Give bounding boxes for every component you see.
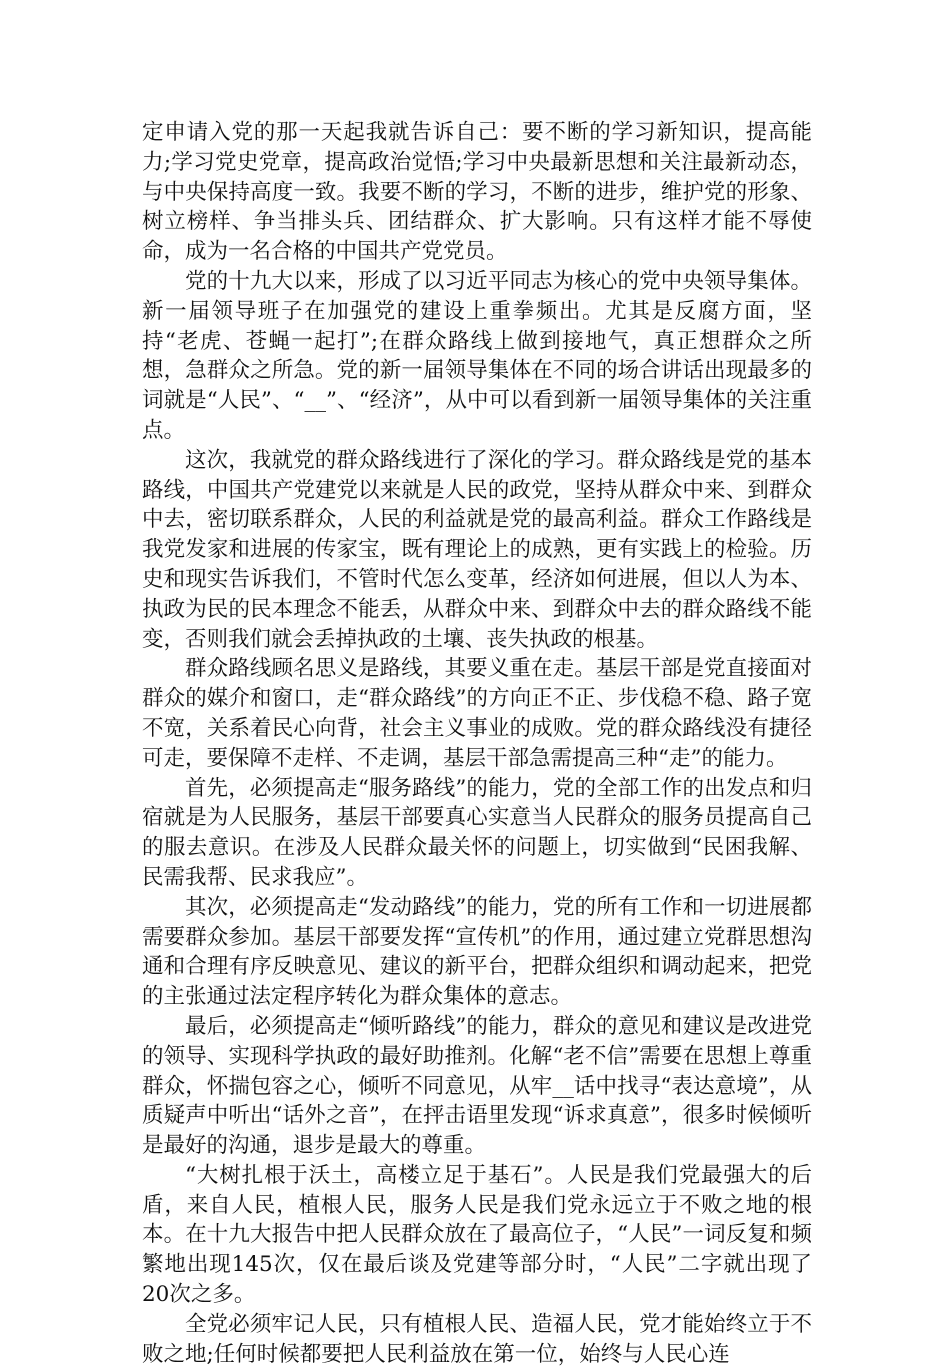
paragraph-3: 这次，我就党的群众路线进行了深化的学习。群众路线是党的基本路线，中国共产党建党以来就是人民的政党，坚持从群众中来、到群众中去，密切联系群众，人民的利益就是党的最高利益。群众工作路线是我党发家和进展的传家宝，既有理论上的成熟，更有实践上的检验。历史和现实告诉我们，不管时代怎么变革，经济如何进展，但以人为本、执政为民的民本理念不能丢，从群众中来、到群众中去的群众路线不能变，否则我们就会丢掉执政的土壤、丧失执政的根基。 xyxy=(142,447,812,652)
paragraph-4: 群众路线顾名思义是路线，其要义重在走。基层干部是党直接面对群众的媒介和窗口，走“群众路线”的方向正不正、步伐稳不稳、路子宽不宽，关系着民心向背，社会主义事业的成败。党的群众路线没有捷径可走，要保障不走样、不走调，基层干部急需提高三种“走”的能力。 xyxy=(142,656,812,771)
document-body xyxy=(142,118,812,1369)
paragraph-7: 最后，必须提高走“倾听路线”的能力，群众的意见和建议是改进党的领导、实现科学执政的最好助推剂。化解“老不信”需要在思想上尊重群众，怀揣包容之心，倾听不同意见，从牢__话中找寻“表达意境”，从质疑声中听出“话外之音”，在抨击语里发现“诉求真意”，很多时候倾听是最好的沟通，退步是最大的尊重。 xyxy=(142,1013,812,1159)
paragraph-5: 首先，必须提高走“服务路线”的能力，党的全部工作的出发点和归宿就是为人民服务，基层干部要真心实意当人民群众的服务员提高自己的服去意识。在涉及人民群众最关怀的问题上，切实做到“民困我解、民需我帮、民求我应”。 xyxy=(142,775,812,890)
paragraph-2: 党的十九大以来，形成了以习近平同志为核心的党中央领导集体。新一届领导班子在加强党的建设上重拳频出。尤其是反腐方面，坚持“老虎、苍蝇一起打”;在群众路线上做到接地气，真正想群众之所想，急群众之所急。党的新一届领导集体在不同的场合讲话出现最多的词就是“人民”、“__”、“经济”，从中可以看到新一届领导集体的关注重点。 xyxy=(142,268,812,443)
paragraph-8: “大树扎根于沃土，高楼立足于基石”。人民是我们党最强大的后盾，来自人民，植根人民，服务人民是我们党永远立于不败之地的根本。在十九大报告中把人民群众放在了最高位子，“人民”一词反复和频繁地出现145次，仅在最后谈及党建等部分时，“人民”二字就出现了20次之多。 xyxy=(142,1162,812,1308)
paragraph-1: 定申请入党的那一天起我就告诉自己：要不断的学习新知识，提高能力;学习党史党章，提高政治觉悟;学习中央最新思想和关注最新动态，与中央保持高度一致。我要不断的学习，不断的进步，维护党的形象、树立榜样、争当排头兵、团结群众、扩大影响。只有这样才能不辱使命，成为一名合格的中国共产党党员。 xyxy=(142,120,812,265)
paragraph-6: 其次，必须提高走“发动路线”的能力，党的所有工作和一切进展都需要群众参加。基层干部要发挥“宣传机”的作用，通过建立党群思想沟通和合理有序反映意见、建议的新平台，把群众组织和调动起来，把党的主张通过法定程序转化为群众集体的意志。 xyxy=(142,894,812,1010)
paragraph-9: 全党必须牢记人民，只有植根人民、造福人民，党才能始终立于不败之地;任何时候都要把人民利益放在第一位，始终与人民心连 xyxy=(142,1311,812,1367)
